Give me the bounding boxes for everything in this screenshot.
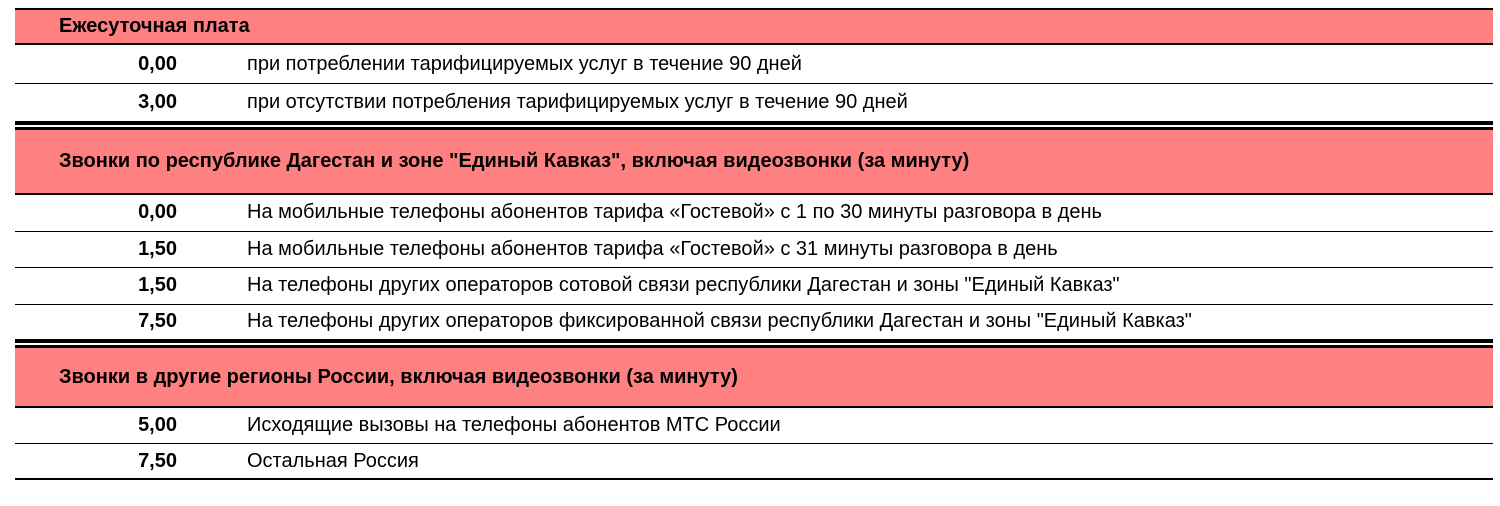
price-cell: 3,00 [138,91,177,113]
description-cell: при отсутствии потребления тарифицируемых услуг в течение 90 дней [247,91,908,113]
table-row [15,232,1493,269]
description-cell: при потреблении тарифицируемых услуг в течение 90 дней [247,52,802,75]
table-row [15,444,1493,480]
table-row [15,408,1493,444]
table-row [15,305,1493,342]
table-row [15,268,1493,305]
price-cell: 7,50 [138,449,177,472]
table-row [15,84,1493,123]
description-cell: На мобильные телефоны абонентов тарифа «Гостевой» с 31 минуты разговора в день [247,237,1058,260]
price-cell: 0,00 [138,201,177,224]
section-daily-fee [15,8,1493,127]
price-cell: 5,00 [138,414,177,436]
description-cell: На мобильные телефоны абонентов тарифа «Гостевой» с 1 по 30 минуты разговора в день [247,201,1102,224]
table-row [15,195,1493,232]
section-header: Звонки по республике Дагестан и зоне "Единый Кавказ", включая видеозвонки (за минуту) [15,127,1493,195]
description-cell: Исходящие вызовы на телефоны абонентов МТС России [247,414,781,436]
price-cell: 1,50 [138,274,177,297]
description-cell: Остальная Россия [247,449,419,472]
description-cell: На телефоны других операторов сотовой связи республики Дагестан и зоны "Единый Кавказ" [247,274,1120,297]
price-cell: 0,00 [138,52,177,75]
price-cell: 1,50 [138,237,177,260]
section-header: Звонки в другие регионы России, включая видеозвонки (за минуту) [15,345,1493,408]
description-cell: На телефоны других операторов фиксированной связи республики Дагестан и зоны "Единый Кавказ" [247,310,1192,333]
section-russia-calls [15,345,1493,480]
section-dagestan-calls [15,127,1493,345]
tariff-table [15,8,1493,480]
section-header: Ежесуточная плата [15,8,1493,45]
price-cell: 7,50 [138,310,177,333]
table-row [15,45,1493,84]
